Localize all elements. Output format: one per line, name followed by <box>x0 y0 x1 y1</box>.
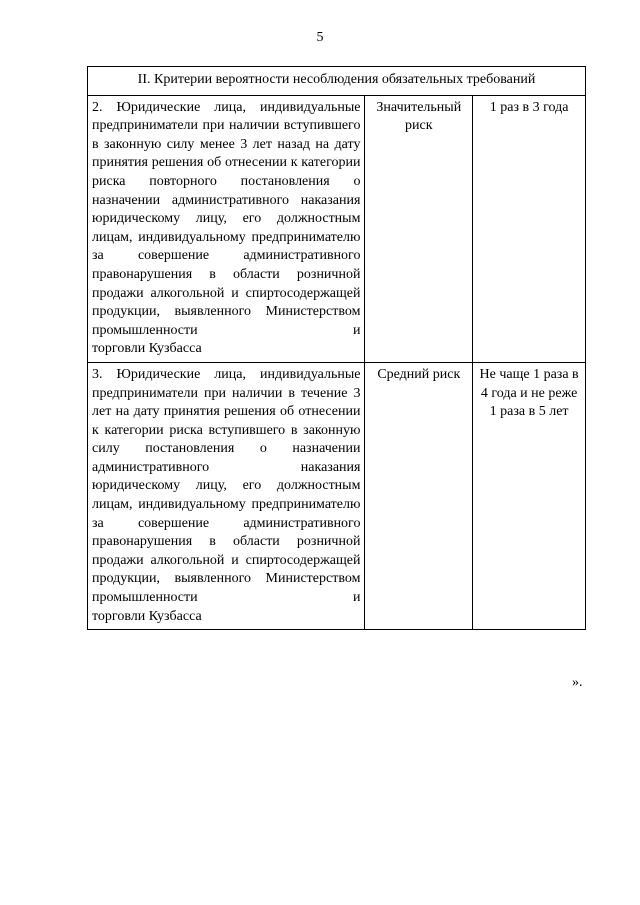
table-row <box>88 95 586 362</box>
section-header: II. Критерии вероятности несоблюдения обязательных требований <box>88 67 586 96</box>
criterion-description-last-line: торговли Кузбасса <box>92 608 202 624</box>
inspection-frequency: 1 раз в 3 года <box>473 95 586 362</box>
criterion-description-last-line: торговли Кузбасса <box>92 341 202 357</box>
closing-quote: ». <box>572 675 583 690</box>
criteria-table <box>87 66 586 630</box>
risk-category: Средний риск <box>365 362 473 629</box>
inspection-frequency: Не чаще 1 раза в 4 года и не реже 1 раза в 5 лет <box>473 362 586 629</box>
risk-category: Значительный риск <box>365 95 473 362</box>
criterion-description-cell <box>88 362 365 629</box>
criterion-description: 3. Юридические лица, индивидуальные предприниматели при наличии в течение 3 лет на дату принятия решения об отнесении к категории риска вступившего в законную силу постановления о назначении административного наказания юридическому лицу, его должностным лицам, индивидуальному предпринимателю за совершение административного правонарушения в области розничной продажи алкогольной и спиртосодержащей продукции, выявленного Министерством промышленности и <box>92 366 361 606</box>
criterion-description-cell <box>88 95 365 362</box>
table-row <box>88 362 586 629</box>
page-number: 5 <box>316 30 324 45</box>
table-header-row <box>88 67 586 96</box>
criterion-description: 2. Юридические лица, индивидуальные предприниматели при наличии вступившего в законную силу менее 3 лет назад на дату принятия решения об отнесении к категории риска повторного постановления о назначении административного наказания юридическому лицу, его должностным лицам, индивидуальному предпринимателю за совершение административного правонарушения в области розничной продажи алкогольной и спиртосодержащей продукции, выявленного Министерством промышленности и <box>92 99 361 338</box>
